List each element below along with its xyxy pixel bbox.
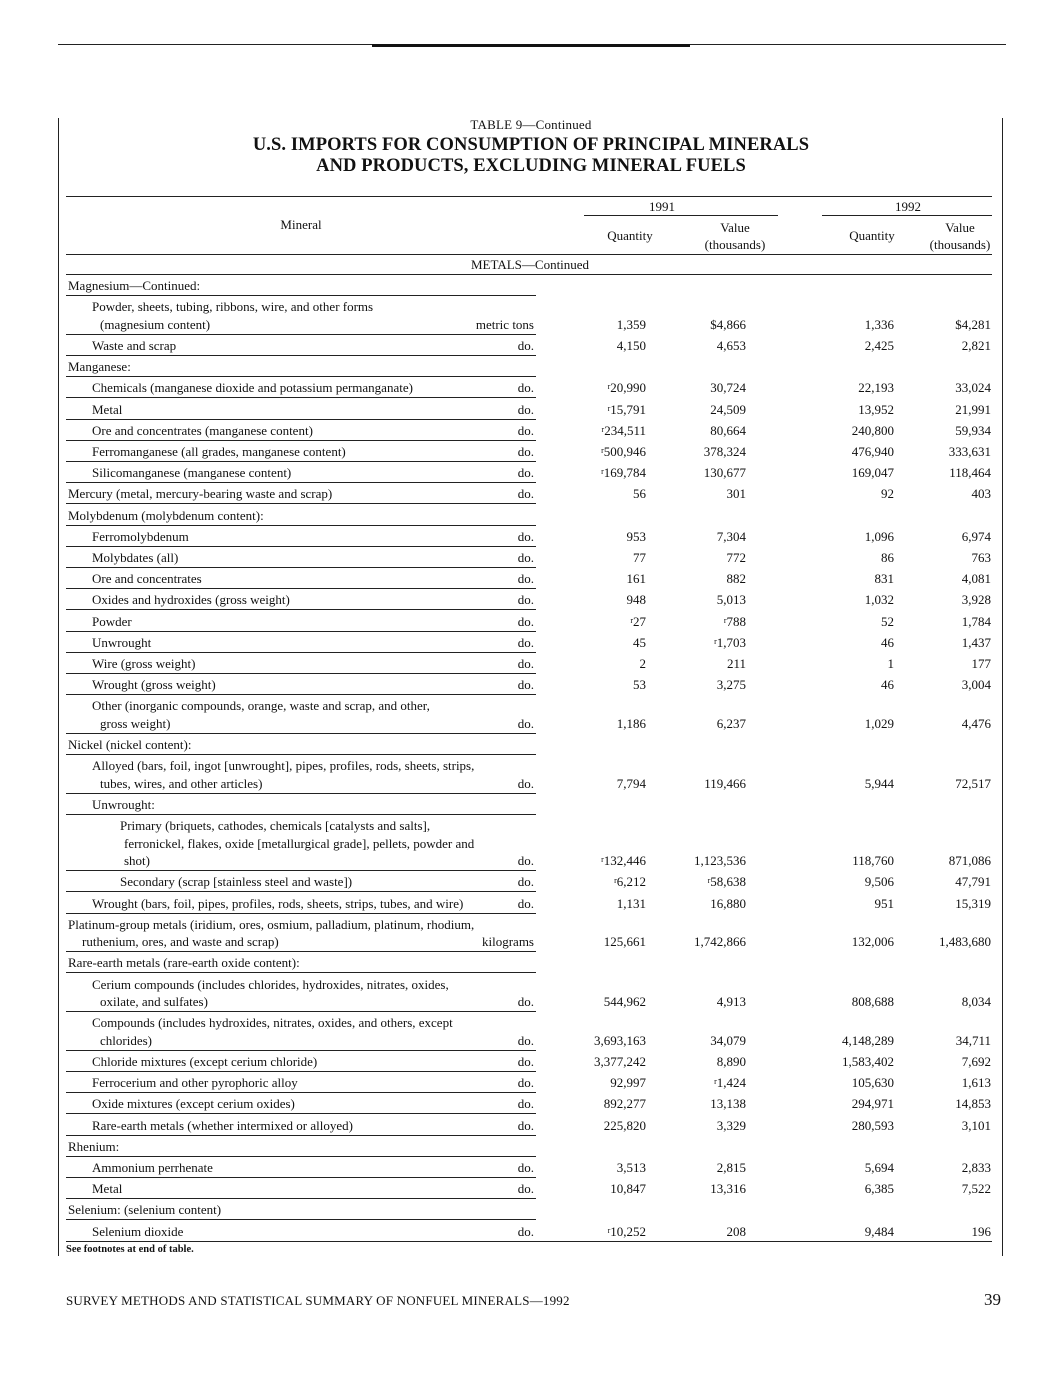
row-rule — [66, 567, 536, 568]
unit-label: kilograms — [482, 934, 534, 950]
row-label: Rhenium: — [68, 1138, 120, 1154]
row-label: Wrought (gross weight) — [92, 677, 216, 693]
quantity-1991-cell: 544,962 — [603, 994, 646, 1010]
quantity-1991-cell: $^r$10,252 — [607, 1223, 646, 1239]
value-1992-cell: 15,319 — [955, 895, 991, 911]
row-label-continuation: tubes, wires, and other articles) — [100, 775, 263, 791]
quantity-1991-cell: $^r$234,511 — [601, 422, 646, 438]
row-rule — [66, 1092, 536, 1093]
quantity-1992-cell: 951 — [874, 895, 894, 911]
table-title-line2: AND PRODUCTS, EXCLUDING MINERAL FUELS — [316, 156, 746, 176]
unit-label: do. — [517, 380, 534, 396]
quantity-1992-cell: 1,583,402 — [842, 1054, 894, 1069]
revised-marker: r — [601, 424, 605, 434]
unit-label: do. — [517, 592, 534, 608]
unit-label: do. — [517, 613, 534, 629]
row-label: Ferromolybdenum — [92, 528, 189, 544]
row-label: Wrought (bars, foil, pipes, profiles, rods, sheets, strips, tubes, and wire) — [92, 895, 464, 911]
row-rule — [66, 1156, 536, 1157]
value-1991-cell: $4,866 — [710, 316, 746, 332]
row-label: Chloride mixtures (except cerium chloride) — [92, 1054, 318, 1069]
quantity-1992-cell: 169,047 — [851, 465, 894, 481]
unit-label: do. — [517, 1160, 534, 1175]
value-1992-cell: 7,692 — [961, 1054, 991, 1069]
value-1992-cell: 3,004 — [961, 677, 991, 693]
year-1992-heading: 1992 — [895, 199, 921, 214]
value-1992-cell: $4,281 — [955, 316, 991, 332]
value-1992-cell: 1,483,680 — [939, 934, 991, 950]
value-1992-cell: 3,101 — [961, 1117, 991, 1133]
unit-label: do. — [517, 1223, 534, 1239]
row-rule — [66, 814, 536, 815]
row-label: Other (inorganic compounds, orange, waste and scrap, and other, — [92, 698, 430, 714]
row-label: Waste and scrap — [92, 337, 177, 353]
quantity-1992-cell: 476,940 — [851, 443, 894, 459]
row-rule — [66, 652, 536, 653]
row-rule — [66, 793, 536, 794]
row-label: Metal — [92, 401, 123, 417]
row-label: Platinum-group metals (iridium, ores, osmium, palladium, platinum, rhodium, — [68, 916, 475, 932]
quantity-1991-cell: $^r$6,212 — [614, 874, 646, 890]
unit-label: metric tons — [475, 316, 534, 332]
row-rule — [66, 1198, 536, 1199]
revised-marker: r — [607, 1225, 611, 1235]
table-label: TABLE 9—Continued — [470, 117, 592, 132]
quantity-1991-cell: 953 — [626, 528, 646, 544]
value-1991-cell: 1,742,866 — [694, 934, 746, 950]
quantity-1992-cell: 1,096 — [864, 528, 894, 544]
quantity-1991-cell: $^r$27 — [630, 613, 646, 629]
value-1992-heading-line2: (thousands) — [929, 237, 991, 252]
row-rule — [66, 913, 536, 914]
value-1991-cell: 7,304 — [716, 528, 746, 544]
unit-label: do. — [517, 874, 534, 890]
quantity-1992-cell: 46 — [881, 677, 894, 693]
row-rule — [66, 870, 536, 871]
row-rule — [66, 673, 536, 674]
quantity-1991-cell: 125,661 — [603, 934, 646, 950]
row-rule — [66, 891, 536, 892]
quantity-1992-cell: 118,760 — [852, 853, 894, 869]
row-rule — [66, 1135, 536, 1136]
quantity-1991-cell: 948 — [626, 592, 646, 608]
quantity-1992-cell: 86 — [881, 549, 894, 565]
unit-label: do. — [517, 1096, 534, 1112]
year-1991-heading: 1991 — [649, 199, 675, 214]
row-label: Oxide mixtures (except cerium oxides) — [92, 1096, 295, 1112]
quantity-1992-cell: 5,944 — [864, 775, 894, 791]
revised-marker: r — [601, 445, 604, 455]
unit-label: do. — [517, 655, 534, 671]
quantity-1992-cell: 1,029 — [864, 715, 894, 731]
value-1992-cell: 4,081 — [961, 571, 991, 587]
unit-label: do. — [517, 1181, 534, 1197]
value-1991-cell: 301 — [726, 486, 746, 502]
unit-label: do. — [517, 634, 534, 650]
row-rule — [66, 295, 536, 296]
value-1991-cell: $^r$788 — [723, 613, 746, 629]
quantity-1992-cell: 1,032 — [864, 592, 894, 608]
value-1991-cell: 119,466 — [704, 775, 746, 791]
row-label-continuation: oxilate, and sulfates) — [100, 994, 208, 1010]
row-rule — [66, 588, 536, 589]
unit-label: do. — [517, 715, 534, 731]
value-1992-cell: 118,464 — [949, 465, 991, 481]
row-label: Chemicals (manganese dioxide and potassium permanganate) — [92, 380, 413, 396]
value-1992-cell: 2,821 — [961, 337, 991, 353]
quantity-1992-cell: 22,193 — [858, 380, 894, 396]
row-rule — [66, 694, 536, 695]
section-heading: METALS—Continued — [470, 257, 590, 272]
quantity-1991-cell: $^r$15,791 — [607, 401, 646, 417]
row-label: Rare-earth metals (rare-earth oxide content): — [68, 955, 300, 971]
quantity-1991-cell: 3,377,242 — [594, 1054, 646, 1069]
value-1992-heading-line1: Value — [945, 220, 975, 235]
value-1991-cell: $^r$1,703 — [714, 634, 746, 650]
value-1991-cell: 1,123,536 — [694, 853, 746, 869]
value-1991-cell: 130,677 — [703, 465, 746, 481]
revised-marker: r — [630, 615, 633, 625]
revised-marker: r — [614, 876, 617, 886]
value-1991-cell: 772 — [726, 549, 746, 565]
value-1992-cell: 72,517 — [955, 775, 991, 791]
row-label: Rare-earth metals (whether intermixed or alloyed) — [92, 1117, 353, 1133]
quantity-1992-cell: 5,694 — [864, 1160, 894, 1175]
value-1991-heading-line1: Value — [720, 220, 750, 235]
row-label-continuation: ferronickel, flakes, oxide [metallurgical grade], pellets, powder and — [124, 835, 475, 851]
quantity-1991-cell: $^r$169,784 — [601, 465, 646, 481]
row-rule — [66, 1177, 536, 1178]
row-label: Ferrocerium and other pyrophoric alloy — [92, 1075, 298, 1091]
quantity-1992-cell: 808,688 — [851, 994, 894, 1010]
row-rule — [66, 1113, 536, 1114]
quantity-1991-cell: $^r$132,446 — [601, 853, 646, 869]
value-1991-cell: 882 — [726, 571, 746, 587]
row-label-continuation: ruthenium, ores, and waste and scrap) — [82, 934, 279, 950]
unit-label: do. — [517, 337, 534, 353]
table-title-line1: U.S. IMPORTS FOR CONSUMPTION OF PRINCIPAL MINERALS — [252, 135, 810, 155]
value-1991-cell: 34,079 — [710, 1032, 746, 1048]
row-label: Alloyed (bars, foil, ingot [unwrought], pipes, profiles, rods, sheets, strips, — [92, 758, 475, 774]
quantity-1991-cell: 161 — [626, 571, 646, 587]
value-1991-cell: 6,237 — [716, 715, 746, 731]
quantity-1992-cell: 13,952 — [858, 401, 894, 417]
value-1992-cell: 14,853 — [955, 1096, 991, 1112]
row-label: Selenium dioxide — [92, 1223, 184, 1239]
row-rule — [66, 609, 536, 610]
row-rule — [66, 334, 536, 335]
quantity-1992-cell: 280,593 — [851, 1117, 894, 1133]
value-1991-cell: 3,329 — [716, 1117, 746, 1133]
quantity-1991-cell: $^r$20,990 — [607, 380, 646, 396]
row-rule — [66, 1050, 536, 1051]
revised-marker: r — [723, 615, 727, 625]
revised-marker: r — [601, 467, 604, 477]
row-label: Silicomanganese (manganese content) — [92, 465, 292, 481]
quantity-1992-cell: 52 — [881, 613, 894, 629]
quantity-1991-cell: 4,150 — [616, 337, 646, 353]
row-label: Mercury (metal, mercury-bearing waste and scrap) — [68, 486, 333, 502]
row-rule — [66, 733, 536, 734]
unit-label: do. — [517, 465, 534, 481]
value-1992-cell: 34,711 — [955, 1032, 991, 1048]
table-bottom-rule — [66, 1241, 992, 1242]
row-label: Ferromanganese (all grades, manganese content) — [92, 443, 346, 459]
quantity-1991-cell: 1,131 — [616, 895, 646, 911]
row-label: Metal — [92, 1181, 123, 1197]
unit-label: do. — [517, 1032, 534, 1048]
row-label: Powder, sheets, tubing, ribbons, wire, and other forms — [92, 299, 374, 315]
value-1991-cell: 211 — [726, 655, 746, 671]
row-label: Molybdates (all) — [92, 549, 179, 565]
row-rule — [66, 1011, 536, 1012]
quantity-1991-cell: 2 — [639, 655, 646, 671]
quantity-1991-cell: 3,693,163 — [594, 1032, 646, 1048]
row-rule — [66, 1219, 536, 1220]
quantity-1991-cell: 45 — [633, 634, 646, 650]
value-1991-heading-line2: (thousands) — [704, 237, 766, 252]
row-label: Unwrought: — [92, 796, 155, 812]
row-label: Compounds (includes hydroxides, nitrates, oxides, and others, except — [92, 1015, 453, 1031]
value-1992-cell: 47,791 — [955, 874, 991, 890]
quantity-1992-cell: 831 — [874, 571, 894, 587]
row-label: Wire (gross weight) — [92, 655, 196, 671]
value-1992-cell: 59,934 — [955, 422, 991, 438]
quantity-1992-heading: Quantity — [849, 228, 895, 243]
unit-label: do. — [517, 895, 534, 911]
row-rule — [66, 503, 536, 504]
quantity-1992-cell: 1,336 — [864, 316, 894, 332]
value-1992-cell: 177 — [971, 655, 991, 671]
row-label: Magnesium—Continued: — [68, 278, 201, 293]
quantity-1991-cell: 1,186 — [616, 715, 646, 731]
row-rule — [66, 355, 536, 356]
row-rule — [66, 376, 536, 377]
unit-label: do. — [517, 1117, 534, 1133]
row-label-continuation: (magnesium content) — [100, 316, 211, 332]
row-rule — [66, 440, 536, 441]
unit-label: do. — [517, 528, 534, 544]
value-1992-cell: 3,928 — [961, 592, 991, 608]
unit-label: do. — [517, 549, 534, 565]
row-label: Ore and concentrates — [92, 571, 202, 587]
quantity-1992-cell: 4,148,289 — [842, 1032, 894, 1048]
value-1991-cell: $^r$1,424 — [714, 1075, 746, 1091]
quantity-1991-cell: 7,794 — [616, 775, 646, 791]
quantity-1991-cell: $^r$500,946 — [601, 443, 646, 459]
value-1992-cell: 8,034 — [961, 994, 991, 1010]
quantity-1991-cell: 892,277 — [603, 1096, 646, 1112]
quantity-1991-cell: 225,820 — [603, 1117, 646, 1133]
quantity-1991-cell: 1,359 — [616, 316, 646, 332]
value-1991-cell: $^r$58,638 — [707, 874, 746, 890]
value-1992-cell: 33,024 — [955, 380, 991, 396]
value-1992-cell: 2,833 — [961, 1160, 991, 1175]
value-1991-cell: 30,724 — [710, 380, 746, 396]
unit-label: do. — [517, 1075, 534, 1091]
row-rule — [66, 631, 536, 632]
value-1992-cell: 196 — [971, 1223, 991, 1239]
page-number: 39 — [984, 1290, 1001, 1309]
quantity-1992-cell: 6,385 — [864, 1181, 894, 1197]
row-label: Selenium: (selenium content) — [68, 1202, 222, 1218]
unit-label: do. — [517, 401, 534, 417]
quantity-1991-cell: 3,513 — [616, 1160, 646, 1175]
mineral-heading: Mineral — [280, 217, 322, 232]
quantity-1992-cell: 105,630 — [851, 1075, 894, 1091]
value-1991-cell: 13,316 — [710, 1181, 746, 1197]
unit-label: do. — [517, 1054, 534, 1069]
quantity-1991-cell: 53 — [633, 677, 646, 693]
quantity-1991-cell: 77 — [633, 549, 646, 565]
row-rule — [66, 951, 536, 952]
value-1991-cell: 16,880 — [710, 895, 746, 911]
value-1991-cell: 4,653 — [716, 337, 746, 353]
quantity-1992-cell: 132,006 — [851, 934, 894, 950]
row-rule — [66, 419, 536, 420]
revised-marker: r — [714, 636, 717, 646]
value-1992-cell: 4,476 — [961, 715, 991, 731]
row-rule — [66, 546, 536, 547]
row-rule — [66, 972, 536, 973]
quantity-1991-heading: Quantity — [607, 228, 653, 243]
value-1992-cell: 1,784 — [961, 613, 991, 629]
row-label-continuation: gross weight) — [100, 715, 171, 731]
value-1992-cell: 403 — [971, 486, 991, 502]
value-1992-cell: 333,631 — [948, 443, 991, 459]
revised-marker: r — [601, 855, 604, 865]
row-label-continuation: shot) — [124, 853, 150, 869]
value-1992-cell: 7,522 — [961, 1181, 991, 1197]
value-1992-cell: 21,991 — [955, 401, 991, 417]
value-1992-cell: 871,086 — [948, 853, 991, 869]
row-rule — [66, 525, 536, 526]
value-1991-cell: 378,324 — [703, 443, 746, 459]
value-1991-cell: 4,913 — [716, 994, 746, 1010]
quantity-1992-cell: 294,971 — [851, 1096, 894, 1112]
row-label: Powder — [92, 613, 132, 629]
quantity-1992-cell: 1 — [887, 655, 894, 671]
row-rule — [66, 461, 536, 462]
value-1991-cell: 13,138 — [710, 1096, 746, 1112]
unit-label: do. — [517, 853, 534, 869]
row-label: Manganese: — [68, 359, 131, 375]
quantity-1992-cell: 240,800 — [851, 422, 894, 438]
value-1991-cell: 80,664 — [710, 422, 746, 438]
unit-label: do. — [517, 422, 534, 438]
unit-label: do. — [517, 677, 534, 693]
unit-label: do. — [517, 775, 534, 791]
row-label: Ore and concentrates (manganese content) — [92, 422, 313, 438]
row-label: Cerium compounds (includes chlorides, hydroxides, nitrates, oxides, — [92, 976, 449, 992]
row-rule — [66, 1071, 536, 1072]
row-rule — [66, 754, 536, 755]
quantity-1992-cell: 2,425 — [864, 337, 894, 353]
quantity-1991-cell: 92,997 — [610, 1075, 646, 1091]
value-1991-cell: 2,815 — [716, 1160, 746, 1175]
unit-label: do. — [517, 486, 534, 502]
row-label-continuation: chlorides) — [100, 1032, 152, 1048]
unit-label: do. — [517, 443, 534, 459]
quantity-1992-cell: 9,506 — [864, 874, 894, 890]
row-label: Oxides and hydroxides (gross weight) — [92, 592, 290, 608]
revised-marker: r — [707, 876, 711, 886]
value-1992-cell: 6,974 — [961, 528, 991, 544]
row-label: Nickel (nickel content): — [68, 737, 192, 752]
unit-label: do. — [517, 994, 534, 1010]
value-1992-cell: 1,613 — [961, 1075, 991, 1091]
value-1991-cell: 5,013 — [716, 592, 746, 608]
quantity-1991-cell: 56 — [633, 486, 646, 502]
unit-label: do. — [517, 571, 534, 587]
row-label: Unwrought — [92, 634, 152, 650]
quantity-1992-cell: 92 — [881, 486, 894, 502]
row-label: Secondary (scrap [stainless steel and waste]) — [120, 874, 353, 890]
value-1991-cell: 3,275 — [716, 677, 746, 693]
value-1991-cell: 8,890 — [716, 1054, 746, 1069]
quantity-1991-cell: 10,847 — [610, 1181, 646, 1197]
value-1991-cell: 208 — [726, 1223, 746, 1239]
row-label: Molybdenum (molybdenum content): — [68, 507, 264, 523]
footnote-reference: See footnotes at end of table. — [66, 1244, 194, 1255]
revised-marker: r — [607, 382, 611, 392]
quantity-1992-cell: 9,484 — [864, 1223, 894, 1239]
value-1992-cell: 1,437 — [961, 634, 991, 650]
row-label: Primary (briquets, cathodes, chemicals [catalysts and salts], — [120, 818, 431, 834]
value-1992-cell: 763 — [971, 549, 991, 565]
row-label: Ammonium perrhenate — [92, 1160, 213, 1175]
row-rule — [66, 482, 536, 483]
running-footer: SURVEY METHODS AND STATISTICAL SUMMARY OF NONFUEL MINERALS—1992 — [66, 1293, 570, 1308]
revised-marker: r — [607, 403, 611, 413]
revised-marker: r — [714, 1077, 717, 1087]
quantity-1992-cell: 46 — [881, 634, 894, 650]
row-rule — [66, 397, 536, 398]
value-1991-cell: 24,509 — [710, 401, 746, 417]
